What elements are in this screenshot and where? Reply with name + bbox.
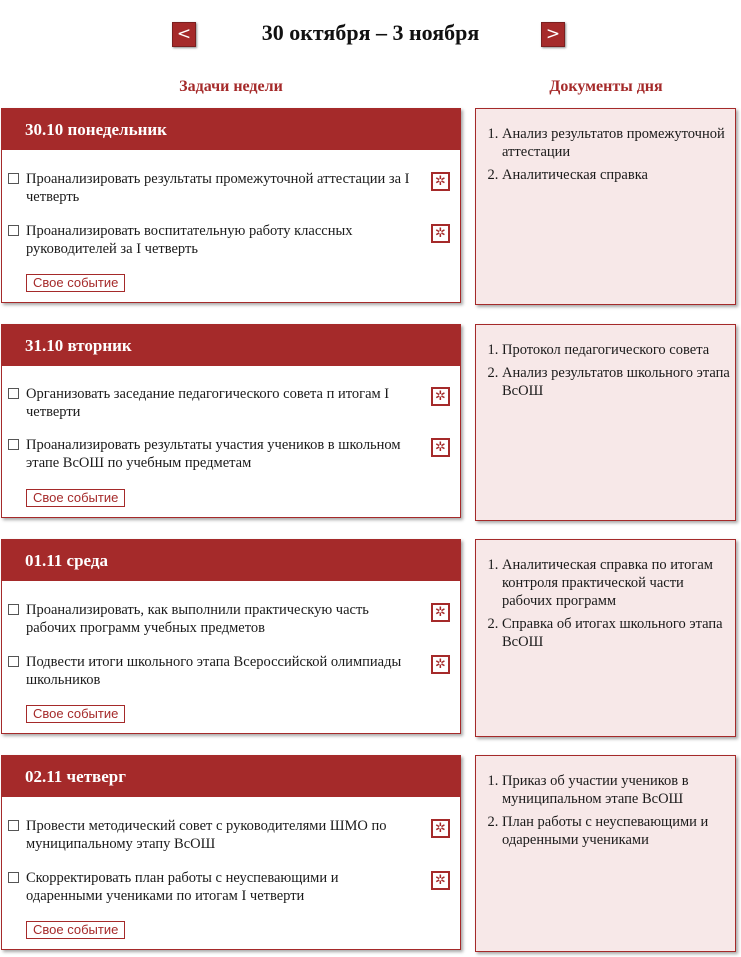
task-checkbox[interactable] <box>8 820 19 831</box>
day-title: 02.11 четверг <box>2 756 460 797</box>
day-card-tuesday <box>1 324 461 518</box>
task-item <box>8 385 452 421</box>
own-event-button[interactable]: Свое событие <box>26 489 125 507</box>
task-item <box>8 436 452 472</box>
delete-task-icon[interactable]: ✲ <box>431 224 450 243</box>
day-docs-monday <box>475 108 736 305</box>
next-week-button[interactable]: > <box>541 22 565 47</box>
docs-list <box>476 772 735 849</box>
task-text: Провести методический совет с руководителями ШМО по муниципальному этапу ВсОШ <box>26 818 387 852</box>
task-text: Скорректировать план работы с неуспевающими и одаренными учениками по итогам I четверти <box>26 870 339 904</box>
doc-link[interactable]: 1. Протокол педагогического совета <box>502 341 735 359</box>
delete-task-icon[interactable]: ✲ <box>431 819 450 838</box>
doc-link[interactable]: 2. Анализ результатов школьного этапа ВсОШ <box>502 364 735 400</box>
tasks-column-title: Задачи недели <box>179 78 283 95</box>
docs-list <box>476 556 735 651</box>
own-event-button[interactable]: Свое событие <box>26 705 125 723</box>
doc-link[interactable]: 2. План работы с неуспевающими и одаренными учениками <box>502 813 735 849</box>
own-event-button[interactable]: Свое событие <box>26 921 125 939</box>
task-item <box>8 653 452 689</box>
task-text: Проанализировать результаты участия учеников в школьном этапе ВсОШ по учебным предметам <box>26 437 401 471</box>
day-docs-tuesday <box>475 324 736 521</box>
day-title: 31.10 вторник <box>2 325 460 366</box>
delete-task-icon[interactable]: ✲ <box>431 172 450 191</box>
day-card-monday <box>1 108 461 303</box>
own-event-button[interactable]: Свое событие <box>26 274 125 292</box>
doc-link[interactable]: 2. Справка об итогах школьного этапа ВсОШ <box>502 615 735 651</box>
task-text: Организовать заседание педагогического совета п итогам I четверти <box>26 386 390 420</box>
day-card-thursday <box>1 755 461 950</box>
task-checkbox[interactable] <box>8 173 19 184</box>
task-item <box>8 869 452 905</box>
day-card-wednesday <box>1 539 461 734</box>
task-checkbox[interactable] <box>8 604 19 615</box>
task-item <box>8 170 452 206</box>
task-checkbox[interactable] <box>8 656 19 667</box>
doc-link[interactable]: 1. Аналитическая справка по итогам контроля практической части рабочих программ <box>502 556 735 610</box>
delete-task-icon[interactable]: ✲ <box>431 655 450 674</box>
task-item <box>8 601 452 637</box>
day-docs-thursday <box>475 755 736 952</box>
week-range-title: 30 октября – 3 ноября <box>261 20 480 45</box>
day-title: 30.10 понедельник <box>2 109 460 150</box>
day-title: 01.11 среда <box>2 540 460 581</box>
task-checkbox[interactable] <box>8 439 19 450</box>
docs-column-title: Документы дня <box>549 78 663 95</box>
delete-task-icon[interactable]: ✲ <box>431 603 450 622</box>
task-item <box>8 222 452 258</box>
doc-link[interactable]: 1. Приказ об участии учеников в муниципальном этапе ВсОШ <box>502 772 735 808</box>
delete-task-icon[interactable]: ✲ <box>431 387 450 406</box>
docs-list <box>476 125 735 184</box>
delete-task-icon[interactable]: ✲ <box>431 438 450 457</box>
delete-task-icon[interactable]: ✲ <box>431 871 450 890</box>
day-docs-wednesday <box>475 539 736 737</box>
task-checkbox[interactable] <box>8 872 19 883</box>
task-text: Подвести итоги школьного этапа Всероссийской олимпиады школьников <box>26 654 402 688</box>
task-checkbox[interactable] <box>8 225 19 236</box>
task-text: Проанализировать воспитательную работу классных руководителей за I четверть <box>26 223 353 257</box>
task-checkbox[interactable] <box>8 388 19 399</box>
prev-week-button[interactable]: < <box>172 22 196 47</box>
task-item <box>8 817 452 853</box>
doc-link[interactable]: 2. Аналитическая справка <box>502 166 735 184</box>
task-text: Проанализировать результаты промежуточной аттестации за I четверть <box>26 171 410 205</box>
docs-list <box>476 341 735 400</box>
doc-link[interactable]: 1. Анализ результатов промежуточной аттестации <box>502 125 735 161</box>
task-text: Проанализировать, как выполнили практическую часть рабочих программ учебных предметов <box>26 602 369 636</box>
